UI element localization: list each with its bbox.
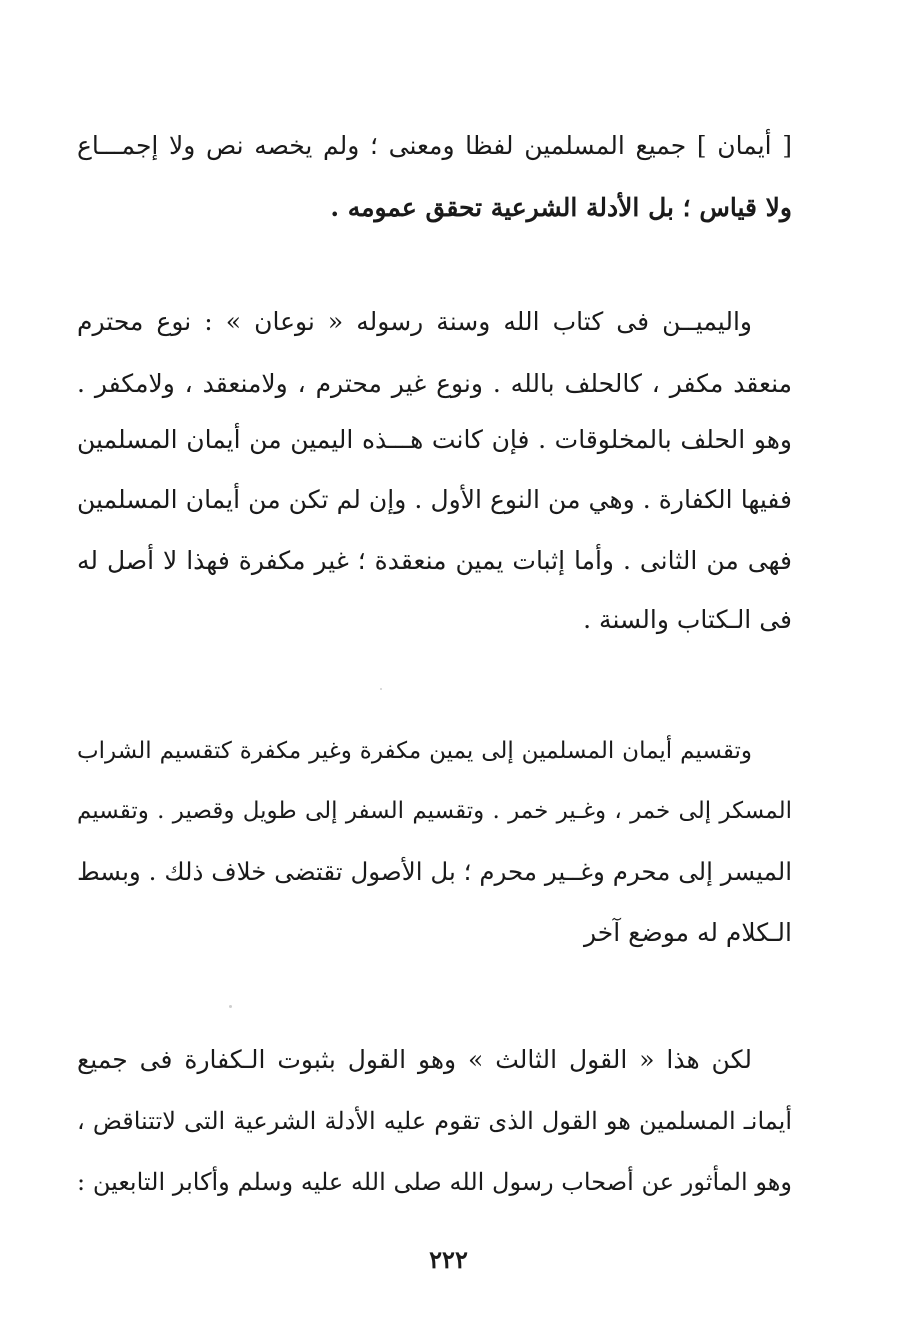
paragraph-4-line-3: وهو المأثور عن أصحاب رسول الله صلى الله عليه وسلم وأكابر التابعين : [77,1168,792,1196]
paragraph-3-line-4: الـكلام له موضع آخر [584,918,792,947]
paragraph-4-line-1: لكن هذا « القول الثالث » وهو القول بثبوت الـكفارة فى جميع [77,1045,752,1074]
scan-speck [380,688,382,690]
paragraph-1-line-1: [ أيمان ] جميع المسلمين لفظا ومعنى ؛ ولم يخصه نص ولا إجمـــاع [77,131,792,160]
paragraph-2-line-6: فى الـكتاب والسنة . [583,605,792,634]
paragraph-3-line-2: المسكر إلى خمر ، وغـير خمر . وتقسيم السفر إلى طويل وقصير . وتقسيم [77,798,792,824]
paragraph-3-line-1: وتقسيم أيمان المسلمين إلى يمين مكفرة وغير مكفرة كتقسيم الشراب [77,738,752,764]
paragraph-1-line-2: ولا قياس ؛ بل الأدلة الشرعية تحقق عمومه . [330,193,792,222]
paragraph-2-line-1: واليميــن فى كتاب الله وسنة رسوله « نوعان » : نوع محترم [77,307,752,336]
paragraph-4-line-2: أيمانـ المسلمين هو القول الذى تقوم عليه الأدلة الشرعية التى لاتتناقض ، [77,1107,792,1135]
paragraph-2-line-4: ففيها الكفارة . وهي من النوع الأول . وإن لم تكن من أيمان المسلمين [77,485,792,514]
paragraph-2-line-2: منعقد مكفر ، كالحلف بالله . ونوع غير محترم ، ولامنعقد ، ولامكفر . [77,369,792,398]
paragraph-2-line-3: وهو الحلف بالمخلوقات . فإن كانت هـــذه اليمين من أيمان المسلمين [77,425,792,454]
paragraph-2-line-5: فهى من الثانى . وأما إثبات يمين منعقدة ؛ غير مكفرة فهذا لا أصل له [77,546,792,575]
page-number: ٢٢٢ [429,1245,468,1274]
paragraph-3-line-3: الميسر إلى محرم وغــير محرم ؛ بل الأصول تقتضى خلاف ذلك . وبسط [77,857,792,886]
scan-speck [229,1005,232,1008]
